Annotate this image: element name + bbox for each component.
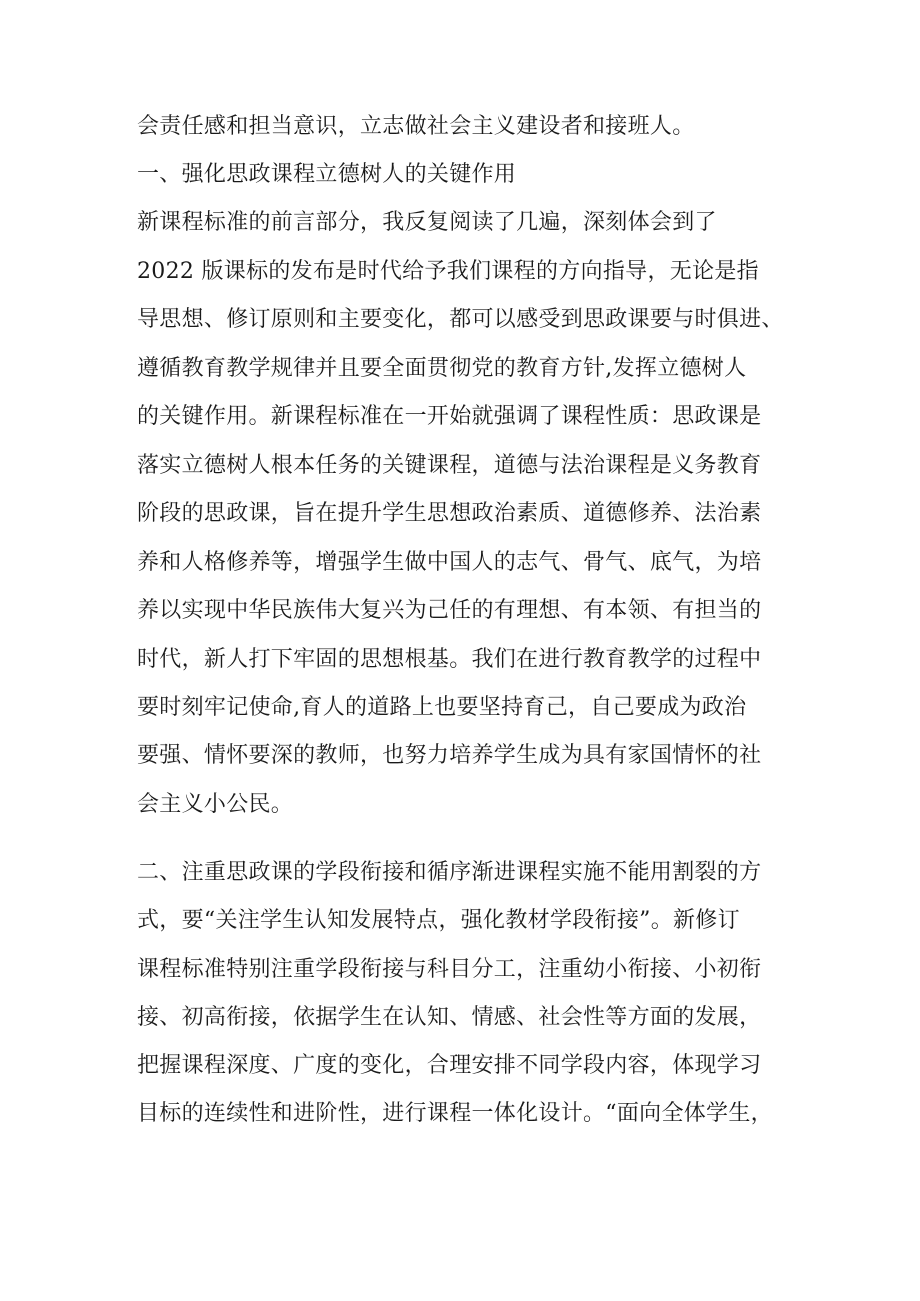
paragraph-line: 2022 版课标的发布是时代给予我们课程的方向指导，无论是指 [137, 259, 759, 284]
paragraph-line: 把握课程深度、广度的变化，合理安排不同学段内容，体现学习 [137, 1053, 762, 1078]
paragraph-line: 目标的连续性和进阶性，进行课程一体化设计。“面向全体学生， [137, 1101, 773, 1126]
paragraph-line: 要时刻牢记使命,育人的道路上也要坚持育己，自己要成为政治 [137, 695, 747, 720]
paragraph-line: 接、初高衔接，依据学生在认知、情感、社会性等方面的发展， [137, 1005, 762, 1030]
paragraph-line: 养以实现中华民族伟大复兴为己任的有理想、有本领、有担当的 [137, 598, 762, 623]
paragraph-line: 新课程标准的前言部分，我反复阅读了几遍，深刻体会到了 [137, 210, 717, 235]
paragraph-line: 养和人格修养等，增强学生做中国人的志气、骨气、底气，为培 [137, 550, 762, 575]
paragraph-line: 课程标准特别注重学段衔接与科目分工，注重幼小衔接、小初衔 [137, 957, 762, 982]
paragraph-line: 会主义小公民。 [137, 792, 294, 817]
paragraph-line: 时代，新人打下牢固的思想根基。我们在进行教育教学的过程中 [137, 647, 762, 672]
section-heading-1: 一、强化思政课程立德树人的关键作用 [137, 162, 517, 187]
paragraph-line: 要强、情怀要深的教师，也努力培养学生成为具有家国情怀的社 [137, 743, 762, 768]
paragraph-line: 导思想、修订原则和主要变化，都可以感受到思政课要与时俱进、 [137, 307, 784, 332]
paragraph-line: 落实立德树人根本任务的关键课程，道德与法治课程是义务教育 [137, 453, 762, 478]
paragraph-line: 遵循教育教学规律并且要全面贯彻党的教育方针,发挥立德树人 [137, 356, 747, 381]
paragraph-line: 的关键作用。新课程标准在一开始就强调了课程性质：思政课是 [137, 404, 762, 429]
paragraph-line: 式，要“关注学生认知发展特点，强化教材学段衔接”。新修订 [137, 908, 740, 933]
paragraph-line: 阶段的思政课，旨在提升学生思想政治素质、道德修养、法治素 [137, 501, 762, 526]
paragraph-line: 会责任感和担当意识，立志做社会主义建设者和接班人。 [137, 114, 695, 139]
section-heading-2: 二、注重思政课的学段衔接和循序渐进课程实施不能用割裂的方 [137, 860, 762, 885]
